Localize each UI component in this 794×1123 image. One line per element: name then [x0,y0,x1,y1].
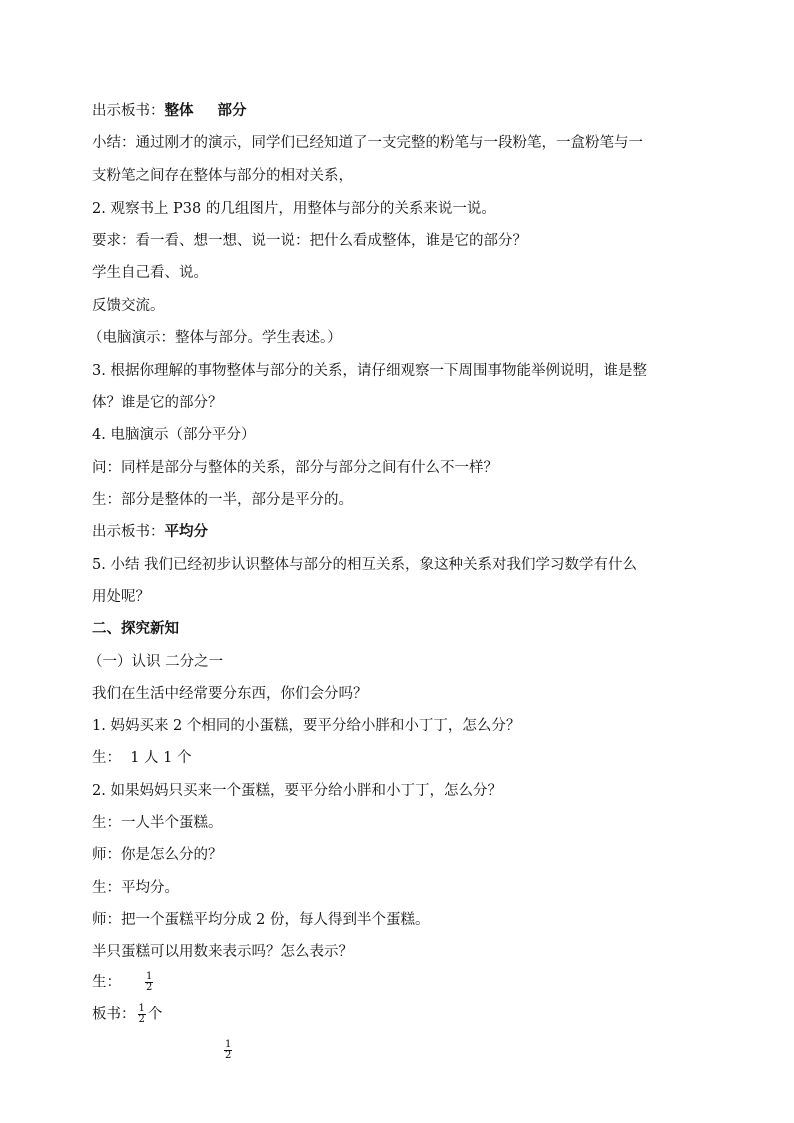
step-3-line-2: 体？谁是它的部分？ [92,395,223,411]
answer-1-line: 生： 1 人 1 个 [92,750,192,766]
board-average: 平均分 [164,523,208,540]
board-unit: 个 [147,1006,163,1023]
problem-1-line: 1. 妈妈买来 2 个相同的小蛋糕，要平分给小胖和小丁丁，怎么分？ [92,718,521,734]
teacher-question-line: 师：你是怎么分的？ [92,847,223,863]
board-whole: 整体 [164,102,194,119]
summary-line-2: 支粉笔之间存在整体与部分的相对关系， [92,168,353,184]
board-heading-line [92,101,247,121]
step-5-line-1: 5. 小结 我们已经初步认识整体与部分的相互关系，象这种关系对我们学习数学有什么 [92,557,638,573]
answer-2-line: 生：一人半个蛋糕。 [92,815,223,831]
board-prefix-3: 板书： [92,1006,136,1023]
board-fraction-line [92,1004,162,1025]
student-prefix: 生： [92,974,121,991]
board-average-line [92,522,208,542]
student-fraction-line [92,972,155,993]
board-part: 部分 [217,102,247,119]
problem-2-line: 2. 如果妈妈只买来一个蛋糕，要平分给小胖和小丁丁，怎么分？ [92,783,502,799]
fraction-one-half-standalone: $\frac{1}{2}$ [225,1039,232,1061]
intro-question-line: 我们在生活中经常要分东西，你们会分吗？ [92,686,368,702]
question-line: 问：同样是部分与整体的关系，部分与部分之间有什么不一样？ [92,460,498,476]
step-5-line-2: 用处呢？ [92,589,150,605]
step-3-line-1: 3. 根据你理解的事物整体与部分的关系，请仔细观察一下周围事物能举例说明，谁是整 [92,363,647,379]
section-heading: 二、探究新知 [92,620,179,637]
step-4-line: 4. 电脑演示（部分平分） [92,427,256,443]
board-prefix-2: 出示板书： [92,524,165,540]
standalone-fraction [222,1040,234,1061]
students-say-line: 学生自己看、说。 [92,265,208,281]
student-reply-line: 生：平均分。 [92,880,179,896]
computer-demo-line: （电脑演示：整体与部分。学生表述。） [88,330,342,346]
board-prefix: 出示板书： [92,103,165,119]
step-2-line: 2. 观察书上 P38 的几组图片，用整体与部分的关系来说一说。 [92,201,496,217]
fraction-one-half: $\frac{1}{2}$ [146,971,153,993]
summary-line-1: 小结：通过刚才的演示，同学们已经知道了一支完整的粉笔与一段粉笔，一盒粉笔与一 [92,135,643,151]
student-answer-line: 生：部分是整体的一半，部分是平分的。 [92,492,353,508]
teacher-explain-line: 师：把一个蛋糕平均分成 2 份，每人得到半个蛋糕。 [92,912,430,928]
requirement-line: 要求：看一看、想一想、说一说：把什么看成整体，谁是它的部分？ [92,233,527,249]
feedback-line: 反馈交流。 [92,298,165,314]
fraction-one-half-board: $\frac{1}{2}$ [138,1003,145,1025]
represent-question-line: 半只蛋糕可以用数来表示吗？怎么表示？ [92,944,353,960]
subsection-heading: （一）认识 二分之一 [88,654,224,670]
